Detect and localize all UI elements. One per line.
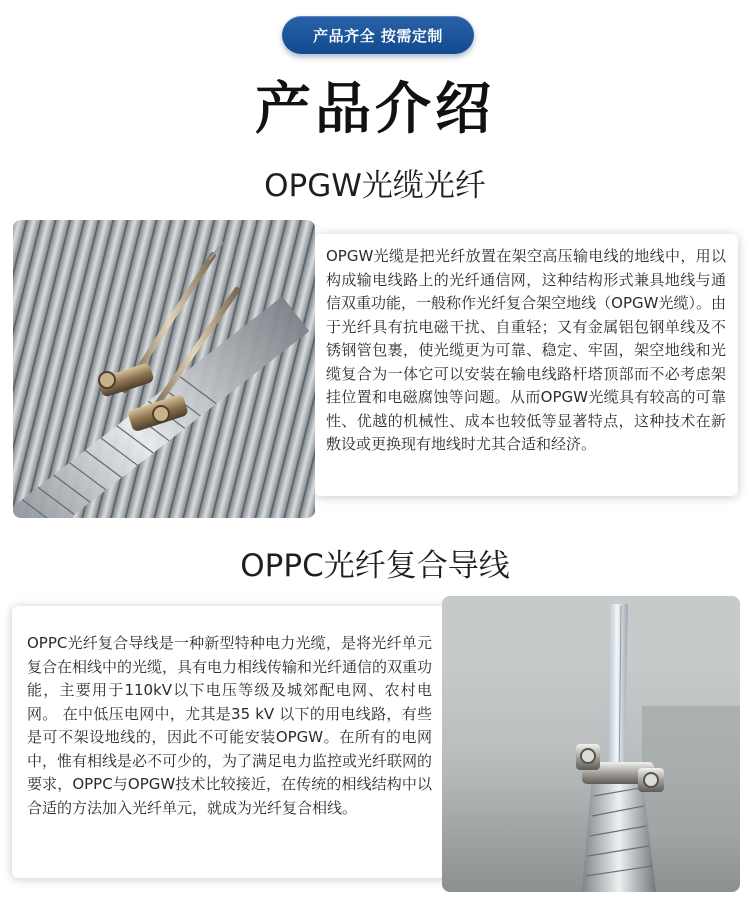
- product-badge: 产品齐全 按需定制: [282, 16, 474, 54]
- page-title: 产品介绍: [255, 77, 495, 142]
- section-title-oppc: OPPC光纤复合导线: [240, 548, 510, 584]
- oppc-cable-photo: [442, 596, 740, 892]
- opgw-cable-photo: [13, 220, 315, 518]
- opgw-description: OPGW光缆是把光纤放置在架空高压输电线的地线中，用以构成输电线路上的光纤通信网，这种结构形式兼具地线与通信双重功能，一般称作光纤复合架空地线（OPGW光缆）。由于光纤具有抗电磁干扰、自重轻；又有金属铝包钢单线及不锈钢管包裹，使光缆更为可靠、稳定、牢固，架空地线和光缆复合为一体它可以安装在输电线路杆塔顶部而不必考虑架挂位置和电磁腐蚀等问题。从而OPGW光缆具有较高的可靠性、优越的机械性、成本也较低等显著特点，这种技术在新敷设或更换现有地线时尤其合适和经济。: [326, 247, 726, 453]
- oppc-description: OPPC光纤复合导线是一种新型特种电力光缆，是将光纤单元复合在相线中的光缆，具有电力相线传输和光纤通信的双重功能，主要用于110kV以下电压等级及城郊配电网、农村电网。 在中低压电网中，尤其是35 kV 以下的用电线路，有些是可不架设地线的，因此不可能安装OPGW。在所有的电网中，惟有相线是必不可少的，为了满足电力监控或光纤联网的要求，OPPC与OPGW技术比较接近，在传统的相线结构中以合适的方法加入光纤单元，就成为光纤复合相线。: [27, 634, 433, 817]
- section-title-opgw: OPGW光缆光纤: [264, 168, 486, 204]
